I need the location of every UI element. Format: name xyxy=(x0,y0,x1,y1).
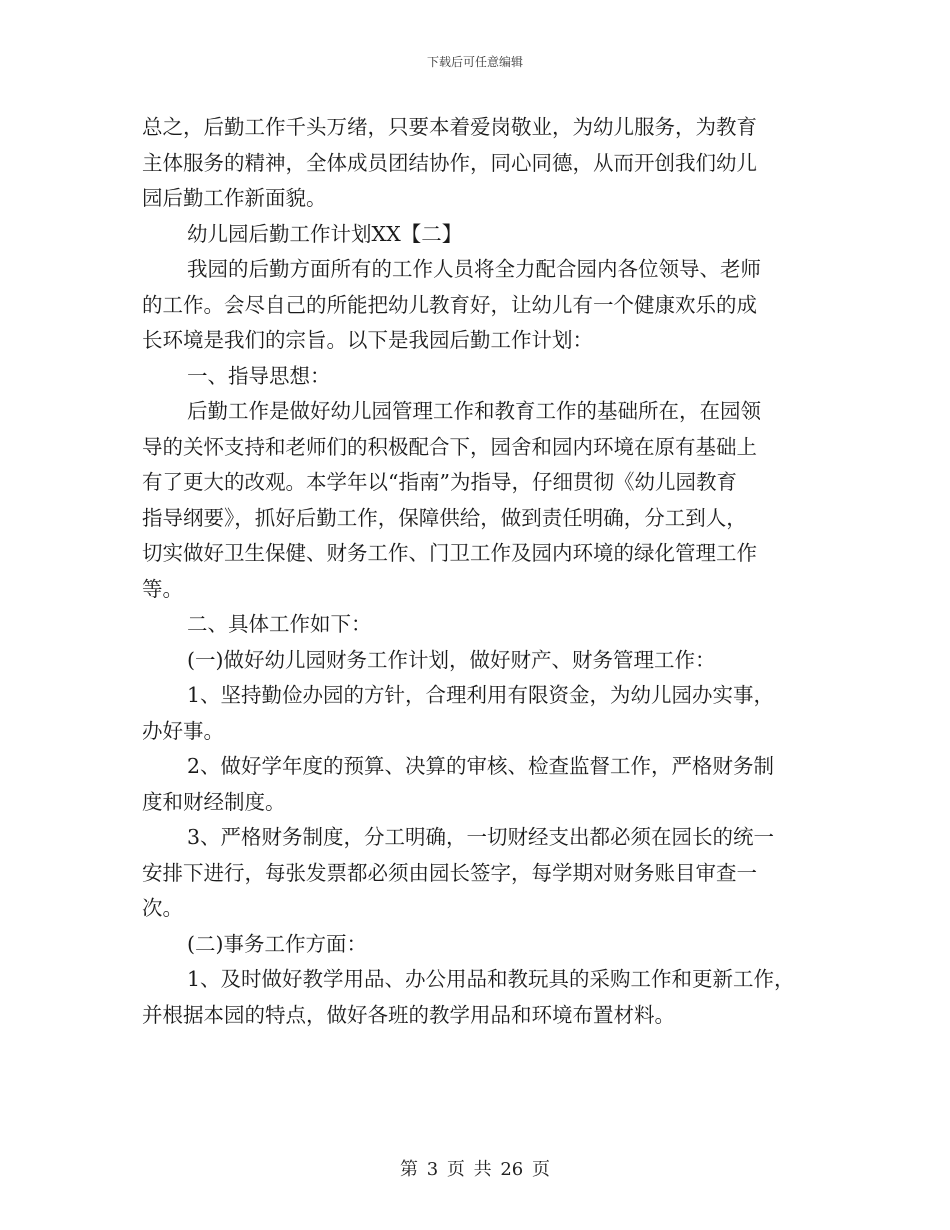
page-header: 下载后可任意编辑 xyxy=(426,55,523,69)
subheading: 一、指导思想： xyxy=(187,363,331,388)
body-line: 安排下进行，每张发票都必须由园长签字，每学期对财务账目审查一 xyxy=(142,860,757,885)
body-line: 度和财经制度。 xyxy=(142,789,286,814)
body-line: 导的关怀支持和老师们的积极配合下，园舍和园内环境在原有基础上 xyxy=(142,434,757,459)
page-footer: 第 3 页 共 26 页 xyxy=(400,1159,550,1180)
subheading: 二、具体工作如下： xyxy=(187,612,372,636)
body-line: 主体服务的精神，全体成员团结协作，同心同德，从而开创我们幼儿 xyxy=(142,150,757,175)
body-line: 长环境是我们的宗旨。以下是我园后勤工作计划： xyxy=(142,328,593,352)
body-line: 1、坚持勤俭办园的方针，合理利用有限资金，为幼儿园办实事， xyxy=(187,683,775,707)
body-line: 总之，后勤工作千头万绪，只要本着爱岗敬业，为幼儿服务，为教育 xyxy=(142,115,757,139)
body-line: 有了更大的改观。本学年以“指南”为指导，仔细贯彻《幼儿园教育 xyxy=(142,470,737,494)
body-line: 我园的后勤方面所有的工作人员将全力配合园内各位领导、老师 xyxy=(187,257,761,281)
body-line: 等。 xyxy=(142,576,183,601)
section-heading: 幼儿园后勤工作计划XX【二】 xyxy=(187,221,463,246)
body-line: 办好事。 xyxy=(142,718,224,743)
body-line: 并根据本园的特点，做好各班的教学用品和环境布置材料。 xyxy=(142,1002,675,1027)
body-line: 3、严格财务制度，分工明确，一切财经支出都必须在园长的统一 xyxy=(187,825,775,849)
document-body xyxy=(142,110,822,1033)
subheading: (二)事务工作方面： xyxy=(187,931,367,956)
body-line: 指导纲要》，抓好后勤工作，保障供给，做到责任明确，分工到人， xyxy=(142,505,747,530)
body-line: 后勤工作是做好幼儿园管理工作和教育工作的基础所在，在园领 xyxy=(187,399,761,423)
body-line: 1、及时做好教学用品、办公用品和教玩具的采购工作和更新工作， xyxy=(187,967,795,991)
body-line: 切实做好卫生保健、财务工作、门卫工作及园内环境的绿化管理工作 xyxy=(142,541,757,565)
body-line: 2、做好学年度的预算、决算的审核、检查监督工作，严格财务制 xyxy=(187,754,775,778)
body-line: 次。 xyxy=(142,896,183,920)
body-line: 的工作。会尽自己的所能把幼儿教育好，让幼儿有一个健康欢乐的成 xyxy=(142,292,757,317)
body-line: 园后勤工作新面貌。 xyxy=(142,186,327,210)
subheading: (一)做好幼儿园财务工作计划，做好财产、财务管理工作： xyxy=(187,647,716,672)
